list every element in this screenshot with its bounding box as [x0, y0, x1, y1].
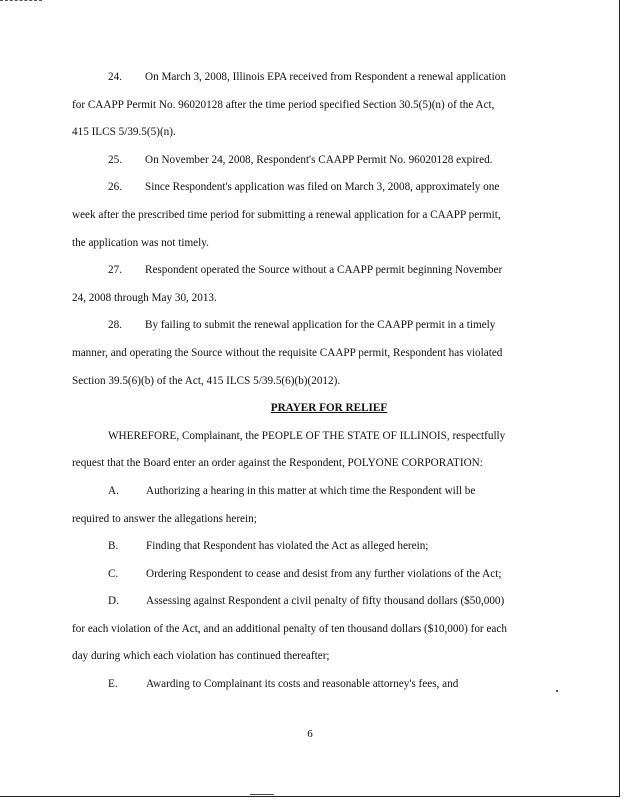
- relief-letter: A.: [108, 484, 119, 497]
- relief-first-line: [72, 561, 546, 589]
- relief-letter: D.: [108, 595, 119, 608]
- document-body: [72, 64, 546, 699]
- paragraph-line: for CAAPP Permit No. 96020128 after the time period specified Section 30.5(5)(n) of the Act,: [72, 98, 495, 111]
- relief-line: day during which each violation has continued thereafter;: [72, 650, 330, 663]
- paragraph-line: the application was not timely.: [72, 236, 209, 249]
- paragraph-number: 24.: [108, 71, 122, 83]
- paragraph-first-line: [72, 312, 546, 340]
- paragraph-line: manner, and operating the Source without the requisite CAAPP permit, Respondent has violated: [72, 346, 503, 359]
- paragraph-27: [72, 257, 546, 312]
- paragraph-line: Section 39.5(6)(b) of the Act, 415 ILCS 5/39.5(6)(b)(2012).: [72, 374, 341, 387]
- paragraph-first-line: [72, 257, 546, 285]
- relief-item-e: [72, 671, 546, 699]
- paragraph-24: [72, 64, 546, 147]
- wherefore-line: request that the Board enter an order against the Respondent, POLYONE CORPORATION:: [72, 457, 483, 470]
- paragraph-text: Since Respondent's application was filed on March 3, 2008, approximately one: [145, 181, 500, 194]
- paragraph-first-line: [72, 64, 546, 92]
- page-number: 6: [307, 728, 313, 740]
- wherefore-paragraph: [72, 423, 546, 478]
- paragraph-text: Respondent operated the Source without a CAAPP permit beginning November: [145, 264, 503, 277]
- relief-item-b: [72, 533, 546, 561]
- relief-item-a: [72, 478, 546, 533]
- relief-text: Finding that Respondent has violated the Act as alleged herein;: [146, 540, 429, 553]
- relief-letter: E.: [108, 678, 118, 691]
- paragraph-text: By failing to submit the renewal application for the CAAPP permit in a timely: [145, 319, 496, 332]
- scan-artifact-top: [0, 0, 42, 3]
- paragraph-number: 27.: [108, 264, 122, 277]
- paragraph-number: 26.: [108, 181, 122, 194]
- relief-first-line: [72, 533, 546, 561]
- relief-letter: B.: [108, 540, 119, 553]
- scan-artifact-bottom: [250, 794, 274, 795]
- paragraph-number: 25.: [108, 153, 122, 166]
- paragraph-28: [72, 312, 546, 395]
- paragraph-26: [72, 174, 546, 257]
- relief-text: Awarding to Complainant its costs and reasonable attorney's fees, and: [146, 678, 459, 691]
- paragraph-first-line: [72, 147, 546, 175]
- paragraph-25: [72, 147, 546, 175]
- paragraph-line: week after the prescribed time period for submitting a renewal application for a CAAPP permit,: [72, 208, 501, 221]
- paragraph-line: 24, 2008 through May 30, 2013.: [72, 291, 217, 304]
- section-heading: PRAYER FOR RELIEF: [270, 402, 388, 415]
- paragraph-text: On March 3, 2008, Illinois EPA received from Respondent a renewal application: [145, 71, 506, 83]
- relief-line: for each violation of the Act, and an additional penalty of ten thousand dollars ($10,000) for each: [72, 622, 507, 635]
- paragraph-number: 28.: [108, 319, 122, 332]
- relief-line: required to answer the allegations herein;: [72, 512, 257, 525]
- relief-text: Ordering Respondent to cease and desist from any further violations of the Act;: [146, 567, 502, 580]
- relief-first-line: [72, 588, 546, 616]
- scan-artifact-dot: [556, 690, 558, 692]
- paragraph-text: On November 24, 2008, Respondent's CAAPP Permit No. 96020128 expired.: [145, 153, 493, 166]
- wherefore-first-line: WHEREFORE, Complainant, the PEOPLE OF THE STATE OF ILLINOIS, respectfully: [108, 429, 506, 442]
- paragraph-line: 415 ILCS 5/39.5(5)(n).: [72, 126, 176, 139]
- relief-item-c: [72, 561, 546, 589]
- relief-text: Authorizing a hearing in this matter at which time the Respondent will be: [146, 484, 476, 497]
- relief-letter: C.: [108, 567, 119, 580]
- relief-text: Assessing against Respondent a civil penalty of fifty thousand dollars ($50,000): [146, 595, 505, 608]
- paragraph-first-line: [72, 174, 546, 202]
- relief-first-line: [72, 671, 546, 699]
- relief-item-d: [72, 588, 546, 671]
- relief-first-line: [72, 478, 546, 506]
